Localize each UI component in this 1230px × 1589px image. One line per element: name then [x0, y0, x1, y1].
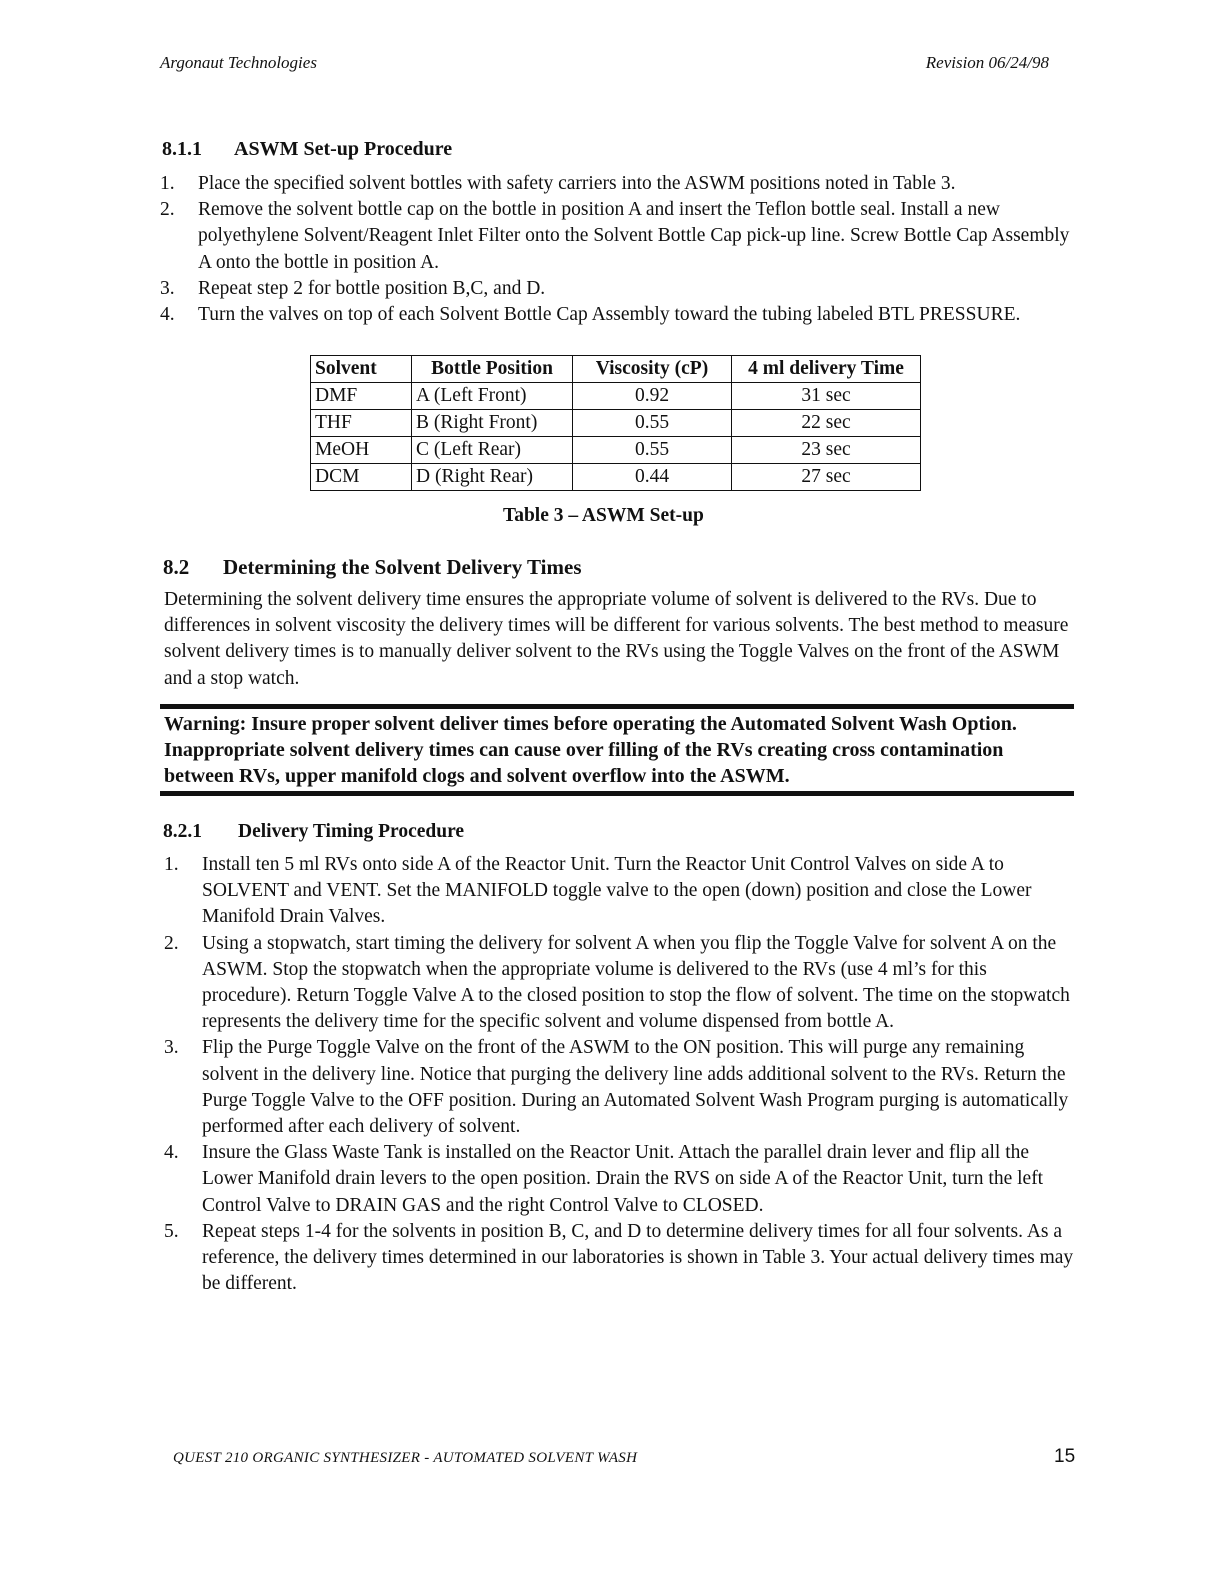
table-cell: DCM: [311, 464, 412, 491]
section-8-2-body: Determining the solvent delivery time ensures the appropriate volume of solvent is delivered to the RVs. Due to differences in solvent viscosity the delivery times will be different for various solvents. The best method to measure solvent delivery times is to manually deliver solvent to the RVs using the Toggle Valves on the front of the ASWM and a stop watch.: [164, 589, 1069, 689]
list-item: 2. Using a stopwatch, start timing the delivery for solvent A when you flip the Toggle Valve for solvent A on the ASWM. Stop the stopwatch when the appropriate volume is delivered to the RVs (use 4 ml’s for this procedure). Return Toggle Valve A to the closed position to stop the flow of solvent. The time on the stopwatch represents the delivery time for the specific solvent and volume dispensed from bottle A.: [164, 932, 1070, 1033]
list-item: 3. Flip the Purge Toggle Valve on the front of the ASWM to the ON position. This will purge any remaining solvent in the delivery line. Notice that purging the delivery line adds additional solvent to the RVs. Return the Purge Toggle Valve to the OFF position. During an Automated Solvent Wash Program purging is automatically performed after each delivery of solvent.: [164, 1037, 1069, 1138]
table-cell: 0.92: [573, 383, 732, 410]
running-header-company: Argonaut Technologies: [160, 53, 317, 72]
table-cell: 31 sec: [732, 383, 921, 410]
col-header-viscosity: Viscosity (cP): [573, 356, 732, 383]
table-row: [311, 464, 921, 491]
warning-bottom-rule: [160, 791, 1074, 796]
section-title: Determining the Solvent Delivery Times: [223, 555, 582, 579]
setup-steps-list: [160, 171, 1070, 328]
table-cell: 0.44: [573, 464, 732, 491]
list-item: 1. Place the specified solvent bottles with safety carriers into the ASWM positions noted in Table 3.: [160, 173, 956, 194]
table-header-row: [311, 356, 921, 383]
section-number: 8.2: [163, 555, 190, 579]
running-header-revision: Revision 06/24/98: [925, 53, 1049, 72]
list-item: 4. Turn the valves on top of each Solvent Bottle Cap Assembly toward the tubing labeled BTL PRESSURE.: [160, 304, 1021, 326]
section-8-2-heading: [163, 555, 582, 580]
col-header-bottle-position: Bottle Position: [412, 356, 573, 383]
table-cell: B (Right Front): [412, 410, 573, 437]
warning-text: Warning: Insure proper solvent deliver times before operating the Automated Solvent Wash Option. Inappropriate solvent delivery times can cause over filling of the RVs creating cross contamination between RVs, upper manifold clogs and solvent overflow into the ASWM.: [164, 713, 1017, 787]
table-cell: 23 sec: [732, 437, 921, 464]
table-caption: Table 3 – ASWM Set-up: [503, 505, 704, 526]
list-item: 4. Insure the Glass Waste Tank is installed on the Reactor Unit. Attach the parallel drain lever and flip all the Lower Manifold drain levers to the open position. Drain the RVS on side A of the Reactor Unit, turn the left Control Valve to DRAIN GAS and the right Control Valve to CLOSED.: [164, 1142, 1044, 1216]
section-8-2-1-heading: [163, 821, 464, 843]
table-cell: 0.55: [573, 437, 732, 464]
table-cell: D (Right Rear): [412, 464, 573, 491]
col-header-delivery-time: 4 ml delivery Time: [732, 356, 921, 383]
list-item: 5. Repeat steps 1-4 for the solvents in position B, C, and D to determine delivery times for all four solvents. As a reference, the delivery times determined in our laboratories is shown in Table 3. Your actual delivery times may be different.: [164, 1220, 1074, 1295]
solvent-table: [310, 355, 921, 491]
table-cell: A (Left Front): [412, 383, 573, 410]
col-header-solvent: Solvent: [311, 356, 412, 383]
page-number: 15: [1054, 1446, 1076, 1467]
table-cell: DMF: [311, 383, 412, 410]
list-item: 2. Remove the solvent bottle cap on the bottle in position A and insert the Teflon bottle seal. Install a new polyethylene Solvent/Reagent Inlet Filter onto the Solvent Bottle Cap pick-up line. Screw Bottle Cap Assembly A onto the bottle in position A.: [160, 199, 1070, 273]
section-number: 8.1.1: [162, 138, 202, 160]
table-cell: 0.55: [573, 410, 732, 437]
table-row: [311, 410, 921, 437]
warning-top-rule: [160, 704, 1074, 709]
section-title: Delivery Timing Procedure: [238, 821, 465, 842]
table-cell: 27 sec: [732, 464, 921, 491]
table-row: [311, 383, 921, 410]
delivery-steps-list: [164, 852, 1074, 1297]
section-title: ASWM Set-up Procedure: [234, 138, 453, 160]
table-cell: THF: [311, 410, 412, 437]
table-cell: C (Left Rear): [412, 437, 573, 464]
section-8-1-1-heading: [162, 138, 452, 161]
list-item: 1. Install ten 5 ml RVs onto side A of the Reactor Unit. Turn the Reactor Unit Control Valves on side A to SOLVENT and VENT. Set the MANIFOLD toggle valve to the open (down) position and close the Lower Manifold Drain Valves.: [164, 854, 1032, 928]
footer-title: QUEST 210 ORGANIC SYNTHESIZER - AUTOMATED SOLVENT WASH: [173, 1450, 638, 1466]
list-item: 3. Repeat step 2 for bottle position B,C, and D.: [160, 277, 546, 299]
table-cell: MeOH: [311, 437, 412, 464]
table-cell: 22 sec: [732, 410, 921, 437]
section-number: 8.2.1: [163, 821, 202, 842]
table-row: [311, 437, 921, 464]
